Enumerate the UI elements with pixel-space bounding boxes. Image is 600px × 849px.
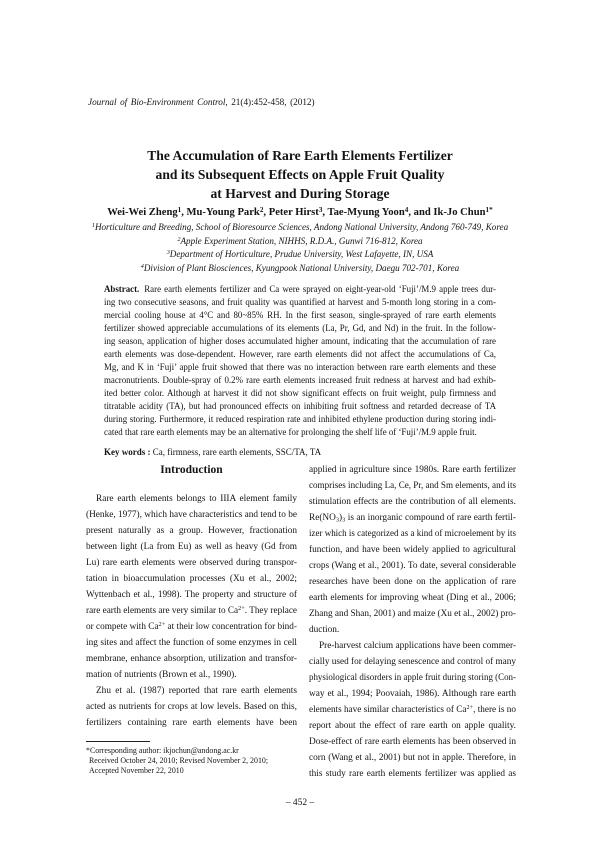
text-run: ing two consecutive seasons, and fruit quality was quantified at harvest and 5-month long storing in a com- xyxy=(104,296,496,307)
text-run: earth elements for improving wheat (Ding et al., 2006; xyxy=(309,593,516,603)
text-run: Rare earth elements fertilizer and Ca were sprayed on eight-year-old ‘Fuji’/M.9 apple trees dur- xyxy=(144,283,496,294)
affiliation-marker: 1 xyxy=(177,205,182,214)
text-run: . They replace xyxy=(244,606,297,616)
text-line xyxy=(86,555,297,571)
text-run: report about the effect of rare earth on apple quality. xyxy=(309,721,516,731)
text-run: Mg, and K in ‘Fuji’ apple fruit showed that there was no interaction between rare earth elements and these xyxy=(104,361,496,372)
affiliation-text: Division of Plant Biosciences, Kyungpook National University, Daegu 702-701, Korea xyxy=(143,262,460,273)
text-run: rare earth elements are very similar to Ca xyxy=(86,606,239,616)
text-line-content xyxy=(309,526,516,542)
text-line-content xyxy=(86,571,297,587)
text-run: or compete with Ca xyxy=(86,622,159,632)
affiliation-text: Apple Experiment Station, NIHHS, R.D.A., Gunwi 716-812, Korea xyxy=(180,235,423,246)
text-run: Re(NO xyxy=(309,513,336,523)
affiliation-text: Horticulture and Breeding, School of Bioresource Sciences, Andong National University, Andong 760-749, Korea xyxy=(94,222,509,232)
text-run: membrane, enhance absorption, utilization and transfor- xyxy=(86,654,297,664)
text-line xyxy=(309,766,516,782)
author-name: Mu-Young Park xyxy=(186,207,260,218)
text-line xyxy=(309,542,516,558)
title-line: The Accumulation of Rare Earth Elements Fertilizer xyxy=(147,148,453,163)
text-line-content xyxy=(96,491,297,507)
text-line xyxy=(309,718,516,734)
text-line xyxy=(309,526,516,542)
text-line-content xyxy=(86,715,297,731)
affiliation xyxy=(0,221,600,235)
keywords xyxy=(104,445,321,459)
text-run: Rare earth elements belongs to IIIA element family xyxy=(96,494,297,504)
text-run: cated that rare earth elements may be an alternative for prolonging the shelf life of ‘Fuji’/M.9 apple fruit. xyxy=(104,426,477,437)
text-line-content xyxy=(86,539,297,555)
text-line xyxy=(86,539,297,555)
text-line-content xyxy=(309,654,516,670)
page-number: – 452 – xyxy=(285,798,315,808)
text-line xyxy=(86,491,297,507)
text-line-content xyxy=(104,335,496,348)
text-line-content xyxy=(104,400,496,413)
text-run: at their low concentration for bind- xyxy=(165,622,297,632)
text-line xyxy=(309,462,516,478)
affiliation xyxy=(0,235,600,249)
text-run: ited better color. Although at harvest it did not show significant effects on fruit weight, pulp firmness and xyxy=(104,387,496,398)
text-line xyxy=(86,667,297,683)
text-line-content xyxy=(86,635,297,651)
affiliation-number: 4 xyxy=(140,263,144,270)
text-line-content xyxy=(104,309,496,322)
received-revised-dates: Received October 24, 2010; Revised November 2, 2010; xyxy=(89,756,269,766)
text-run: tation in bioaccumulation processes (Xu et al., 2002; xyxy=(86,574,297,584)
text-run: earth elements was dose-dependent. However, rare earth elements did not affect the accumulations of Ca, xyxy=(104,348,496,359)
text-line-content xyxy=(86,523,297,539)
affiliation-list xyxy=(0,221,600,275)
left-column xyxy=(86,491,297,731)
text-line xyxy=(309,750,516,766)
right-column xyxy=(309,462,516,782)
subscript: 3 xyxy=(335,516,340,524)
body-paragraph xyxy=(309,638,516,782)
journal-citation-header xyxy=(88,95,315,109)
text-line xyxy=(309,734,516,750)
author-name: Wei-Wei Zheng xyxy=(107,207,178,218)
text-run: mercial cooling house at 4°C and 80~85% RH. In the first season, single-sprayed of rare earth elements xyxy=(104,309,496,320)
text-line-content xyxy=(104,348,496,361)
text-line-content xyxy=(309,718,516,734)
text-line xyxy=(86,523,297,539)
text-run: titratable acidity (TA), but had pronounced effects on inhibiting fruit softness and retarded decrease of TA xyxy=(104,400,496,411)
superscript: 2+ xyxy=(158,621,166,629)
text-run: izer which is categorized as a kind of microelement by its xyxy=(309,529,516,539)
text-line xyxy=(86,651,297,667)
corresponding-author: *Corresponding author: ikjochun@andong.ac.kr xyxy=(86,746,239,755)
text-run: elements have similar characteristics of Ca xyxy=(309,705,467,715)
text-line-content xyxy=(86,651,297,667)
text-run: fertilizers containing rare earth elements have been xyxy=(86,718,297,728)
text-run: stimulation effects are the contribution of all elements. xyxy=(309,497,516,507)
text-line xyxy=(104,296,496,309)
text-line-content xyxy=(309,574,516,590)
text-line xyxy=(309,590,516,606)
text-line xyxy=(309,670,516,686)
text-line-content xyxy=(86,507,297,523)
text-line xyxy=(86,699,297,715)
text-line xyxy=(309,558,516,574)
text-run: corn (Wang et al., 2001) but not in apple. Therefore, in xyxy=(309,753,516,763)
superscript: 2+ xyxy=(466,704,474,712)
text-line-content xyxy=(86,667,237,683)
text-line-content xyxy=(96,683,297,699)
text-line xyxy=(104,413,496,426)
text-line-content xyxy=(309,702,516,718)
author-name: Ik-Jo Chun xyxy=(433,207,486,218)
text-run: ) xyxy=(339,513,343,523)
text-run: function, and have been widely applied to agricultural xyxy=(309,545,516,555)
text-line xyxy=(309,702,516,718)
author-separator: , xyxy=(322,207,328,218)
section-heading-introduction: Introduction xyxy=(160,464,223,476)
text-run: Dose-effect of rare earth elements has been observed in xyxy=(309,737,516,747)
text-run: physiological disorders in apple fruit during storing (Con- xyxy=(309,673,516,683)
text-run: comprises including La, Ce, Pr, and Sm elements, and its xyxy=(309,481,516,491)
text-line xyxy=(309,478,516,494)
text-line-content xyxy=(319,638,516,654)
text-run: Wyttenbach et al., 1998). The property and structure of xyxy=(86,590,297,600)
affiliation-marker: 3 xyxy=(318,205,323,214)
text-run: Zhu et al. (1987) reported that rare earth elements xyxy=(96,686,297,696)
text-line-content xyxy=(104,426,477,439)
author-separator: , xyxy=(263,207,269,218)
text-line xyxy=(86,683,297,699)
keywords-label: Key words : xyxy=(104,447,151,457)
text-line xyxy=(104,322,496,335)
body-paragraph xyxy=(86,491,297,683)
text-line-content xyxy=(104,296,496,309)
text-line xyxy=(104,387,496,400)
abstract-label: Abstract. xyxy=(104,283,140,294)
text-run: ing season, application of higher doses accumulated higher amount, indicating that the accumulation of rare xyxy=(104,335,496,346)
text-line xyxy=(309,686,516,702)
text-run: macronutrients. Double-spray of 0.2% rare earth elements increased fruit redness at harvest and had exhib- xyxy=(104,374,496,385)
text-run: duction. xyxy=(309,625,340,635)
affiliation xyxy=(0,262,600,276)
text-line-content xyxy=(104,361,496,374)
text-line-content xyxy=(104,387,496,400)
footnote-divider xyxy=(86,741,150,742)
title-line: and its Subsequent Effects on Apple Fruit Quality xyxy=(155,167,445,182)
text-run: this study rare earth elements fertilizer was applied as xyxy=(309,769,516,779)
text-run: fertilizer showed appreciable accumulations of its elements (La, Pr, Gd, and Nd) in the fruit. In the follow- xyxy=(104,322,496,333)
affiliation-marker: 1* xyxy=(485,205,493,214)
journal-name: Journal of Bio-Environment Control, xyxy=(88,97,228,107)
text-run: Lu) rare earth elements were observed during transpor- xyxy=(86,558,297,568)
text-line xyxy=(86,715,297,731)
text-line-content xyxy=(309,510,516,526)
text-run: is an inorganic compound of rare earth fertil- xyxy=(345,513,516,523)
text-line-content xyxy=(104,322,496,335)
text-line xyxy=(309,494,516,510)
text-line-content xyxy=(309,558,516,574)
text-line-content xyxy=(309,734,516,750)
title-line: at Harvest and During Storage xyxy=(210,186,390,201)
author-name: Tae-Myung Yoon xyxy=(327,207,405,218)
affiliation-marker: 2 xyxy=(259,205,264,214)
text-line-content xyxy=(309,542,516,558)
affiliation-number: 2 xyxy=(177,235,181,243)
text-line xyxy=(86,635,297,651)
text-line-content xyxy=(104,374,496,387)
affiliation-number: 3 xyxy=(166,249,170,257)
text-run: mation of nutrients (Brown et al., 1990). xyxy=(86,670,237,680)
text-line-content xyxy=(309,750,516,766)
text-run: applied in agriculture since 1980s. Rare earth fertilizer xyxy=(309,465,516,475)
text-line xyxy=(309,654,516,670)
text-line xyxy=(86,507,297,523)
body-paragraph xyxy=(86,683,297,731)
text-line-content xyxy=(86,587,297,603)
text-line-content xyxy=(309,622,339,638)
text-line-content xyxy=(104,413,496,426)
affiliation-number: 1 xyxy=(91,222,95,230)
keywords-text: Ca, firmness, rare earth elements, SSC/TA, TA xyxy=(152,447,322,457)
volume-pages-year: 21(4):452-458, (2012) xyxy=(231,97,315,107)
body-paragraph xyxy=(309,462,516,638)
affiliation-marker: 4 xyxy=(404,205,409,214)
text-line xyxy=(104,335,496,348)
text-line xyxy=(104,426,496,439)
text-line-content xyxy=(86,619,297,635)
text-line xyxy=(86,619,297,635)
text-run: Pre-harvest calcium applications have been commer- xyxy=(319,641,516,651)
text-run: (Henke, 1977), which have characteristics and tend to be xyxy=(86,510,297,520)
affiliation xyxy=(0,248,600,262)
text-run: Zhang and Shan, 2001) and maize (Xu et al., 2002) pro- xyxy=(309,609,516,619)
text-run: between light (La from Eu) as well as heavy (Gd from xyxy=(86,542,297,552)
text-line-content xyxy=(104,283,496,296)
text-run: ing sites and affect the function of some enzymes in cell xyxy=(86,638,297,648)
text-line xyxy=(309,606,516,622)
text-line-content xyxy=(309,478,516,494)
article-title xyxy=(0,146,600,203)
text-line xyxy=(86,571,297,587)
text-line xyxy=(104,309,496,322)
text-line-content xyxy=(86,555,297,571)
affiliation-text: Department of Horticulture, Prudue University, West Lafayette, IN, USA xyxy=(169,249,434,260)
text-line-content xyxy=(309,462,516,478)
text-line xyxy=(104,348,496,361)
accepted-date: Accepted November 22, 2010 xyxy=(89,766,184,776)
text-line xyxy=(309,574,516,590)
text-run: present naturally as a group. However, fractionation xyxy=(86,526,297,536)
text-run: way et al., 1994; Poovaiah, 1986). Although rare earth xyxy=(309,689,516,699)
text-line-content xyxy=(86,699,297,715)
text-line xyxy=(104,400,496,413)
superscript: 2+ xyxy=(238,605,245,613)
text-line xyxy=(104,283,496,296)
text-line xyxy=(86,603,297,619)
text-run: researches have been done on the application of rare xyxy=(309,577,516,587)
text-line xyxy=(309,622,516,638)
text-run: acted as nutrients for crops at low levels. Based on this, xyxy=(86,702,297,712)
text-line xyxy=(104,374,496,387)
text-line-content xyxy=(309,766,516,782)
subscript: 3 xyxy=(342,516,346,524)
text-line xyxy=(309,510,516,526)
text-run: cially used for delaying senescence and control of many xyxy=(309,657,516,667)
text-line xyxy=(104,361,496,374)
text-line-content xyxy=(309,606,516,622)
text-line-content xyxy=(309,590,516,606)
text-line-content xyxy=(309,670,516,686)
author-separator: , and xyxy=(408,207,434,218)
author-name: Peter Hirst xyxy=(268,207,319,218)
text-line-content xyxy=(86,603,297,619)
text-run: crops (Wang et al., 2001). To date, several considerable xyxy=(309,561,516,571)
author-list xyxy=(0,206,600,220)
text-line xyxy=(309,638,516,654)
abstract xyxy=(104,283,496,439)
text-run: during storing. Furthermore, it reduced respiration rate and inhibited ethylene production during storing indi- xyxy=(104,413,496,424)
text-run: , there is no xyxy=(473,705,516,715)
author-separator: , xyxy=(181,207,187,218)
text-line-content xyxy=(309,494,516,510)
text-line xyxy=(86,587,297,603)
text-line-content xyxy=(309,686,516,702)
footnote xyxy=(86,746,268,777)
